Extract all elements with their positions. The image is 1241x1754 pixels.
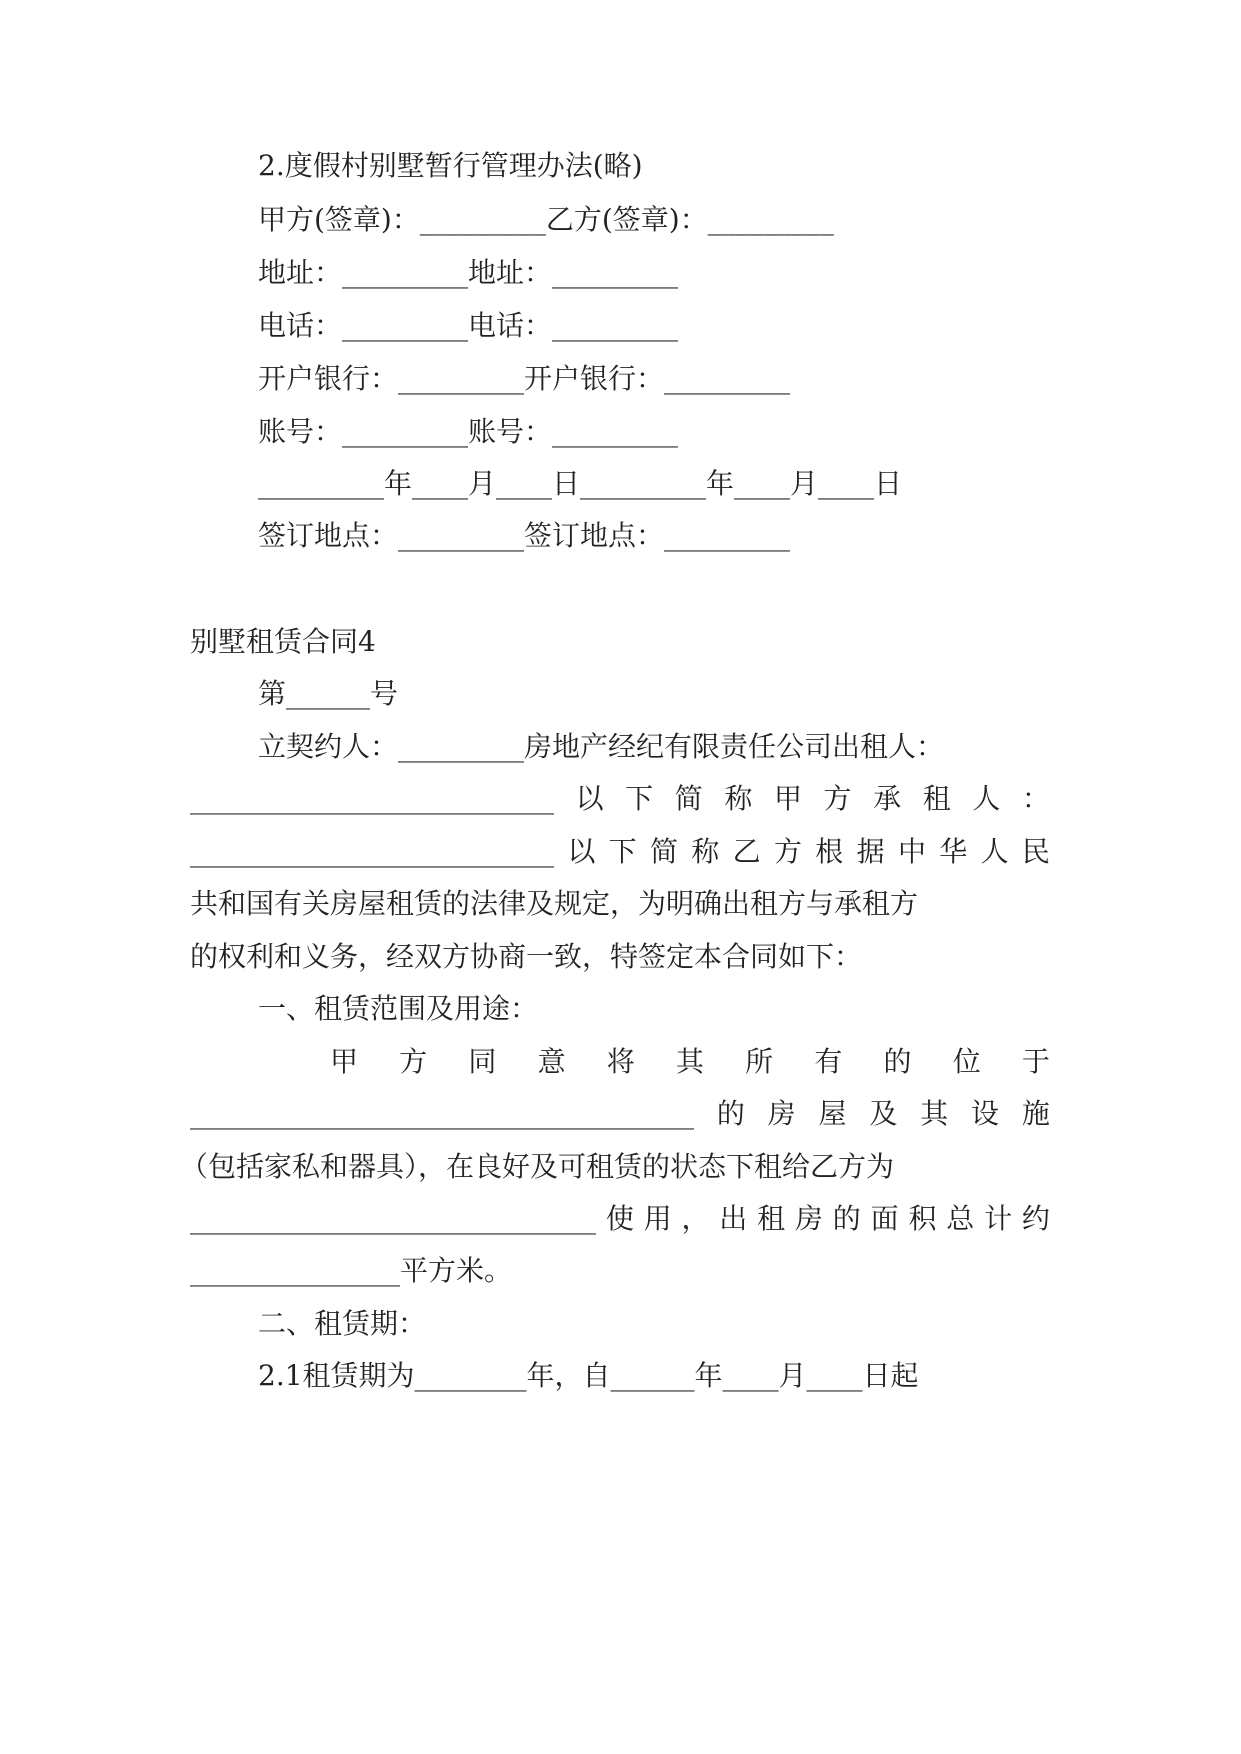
lessor-line: __________________________ 以 下 简 称 甲 方 承 租 人 ： <box>190 779 1050 819</box>
phone-line: 电话：_________电话：_________ <box>258 309 679 342</box>
blank-field: ____________________________________ <box>190 1097 694 1130</box>
parties-line: 立契约人：_________房地产经纪有限责任公司出租人： <box>258 730 945 763</box>
contract-title: 别墅租赁合同4 <box>190 625 376 658</box>
signing-place-line: 签订地点：_________签订地点：_________ <box>258 519 791 552</box>
blank-field: _____________________________ <box>190 1202 596 1235</box>
contract-number: 第______号 <box>258 677 399 710</box>
premises-line: 甲 方 同 意 将 其 所 有 的 位 于 <box>330 1045 1050 1078</box>
blank-field: __________________________ <box>190 782 554 815</box>
blank-field: __________________________ <box>190 835 554 868</box>
appendix-item: 2.度假村别墅暂行管理办法(略) <box>258 149 643 182</box>
lessee-line: __________________________ 以 下 简 称 乙 方 根 据 中 华 人 民 <box>190 832 1050 872</box>
body-text: 共和国有关房屋租赁的法律及规定，为明确出租方与承租方 <box>190 887 919 920</box>
account-line: 账号：_________账号：_________ <box>258 415 679 448</box>
date-line: _________年____月____日_________年____月____日 <box>258 467 903 500</box>
premises-address-line: ____________________________________ 的 房 屋 及 其 设 施 <box>190 1094 1050 1134</box>
term-clause: 2.1租赁期为________年，自______年____月____日起 <box>258 1359 919 1392</box>
section-heading: 一、租赁范围及用途： <box>258 992 539 1025</box>
signature-line: 甲方(签章)：_________乙方(签章)：_________ <box>258 203 834 236</box>
section-heading: 二、租赁期： <box>258 1307 427 1340</box>
usage-line: _____________________________ 使 用 ， 出 租 房 的 面 积 总 计 约 <box>190 1199 1050 1239</box>
area-line: _______________平方米。 <box>190 1254 513 1287</box>
bank-line: 开户银行：_________开户银行：_________ <box>258 362 791 395</box>
body-text: 的权利和义务，经双方协商一致，特签定本合同如下： <box>190 940 863 973</box>
address-line: 地址：_________地址：_________ <box>258 256 679 289</box>
body-text: （包括家私和器具），在良好及可租赁的状态下租给乙方为 <box>180 1150 895 1183</box>
